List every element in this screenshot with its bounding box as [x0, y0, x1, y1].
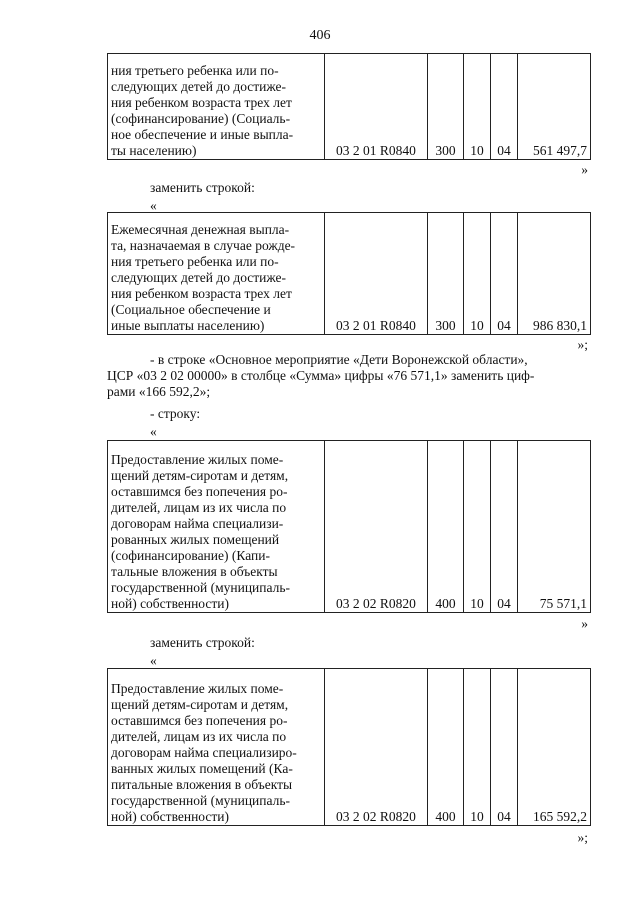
name-line: государственной (муниципаль- — [111, 580, 291, 595]
name-line: оставшимся без попечения ро- — [111, 713, 288, 728]
sum-cell: 986 830,1 — [518, 213, 591, 335]
table-row — [108, 669, 591, 826]
name-line: дителей, лицам из их числа по — [111, 729, 287, 744]
close-quote-semicolon: »; — [577, 830, 588, 845]
expense-name-cell — [108, 441, 325, 613]
replace-label: заменить строкой: — [150, 635, 255, 650]
name-line: следующих детей до достиже- — [111, 79, 287, 94]
expense-name-cell — [108, 54, 325, 160]
table-row — [108, 213, 591, 335]
name-line: та, назначаемая в случае рожде- — [111, 238, 296, 253]
paragraph-line: ЦСР «03 2 02 00000» в столбце «Сумма» цифры «76 571,1» заменить циф- — [107, 368, 535, 383]
name-line: щений детям-сиротам и детям, — [111, 697, 289, 712]
rz-code-cell: 10 — [464, 441, 491, 613]
replace-label: заменить строкой: — [150, 180, 255, 195]
name-line: (Социальное обеспечение и — [111, 302, 271, 317]
name-line: ное обеспечение и иные выпла- — [111, 127, 294, 142]
csr-code-cell: 03 2 02 R0820 — [325, 441, 428, 613]
close-quote: » — [581, 162, 588, 177]
name-line: Предоставление жилых поме- — [111, 452, 284, 467]
amendment-paragraph — [107, 352, 590, 400]
name-line: договорам найма специализи- — [111, 516, 284, 531]
row-intro-label: - строку: — [150, 406, 201, 421]
table-row — [108, 54, 591, 160]
vr-code-cell: 400 — [428, 441, 464, 613]
sum-cell: 561 497,7 — [518, 54, 591, 160]
name-line: ния ребенком возраста трех лет — [111, 95, 292, 110]
name-line: ния ребенком возраста трех лет — [111, 286, 292, 301]
paragraph-line: рами «166 592,2»; — [107, 384, 211, 399]
name-line: ной) собственности) — [111, 809, 230, 824]
name-line: питальные вложения в объекты — [111, 777, 293, 792]
name-line: тальные вложения в объекты — [111, 564, 278, 579]
name-line: щений детям-сиротам и детям, — [111, 468, 289, 483]
name-line: (софинансирование) (Капи- — [111, 548, 270, 563]
name-line: Предоставление жилых поме- — [111, 681, 284, 696]
paragraph-line: - в строке «Основное мероприятие «Дети Воронежской области», — [150, 352, 528, 367]
rz-code-cell: 10 — [464, 213, 491, 335]
csr-code-cell: 03 2 01 R0840 — [325, 54, 428, 160]
name-line: договорам найма специализиро- — [111, 745, 297, 760]
open-quote: « — [150, 198, 157, 213]
name-line: рованных жилых помещений — [111, 532, 280, 547]
table-row — [108, 441, 591, 613]
budget-table-3 — [107, 440, 591, 613]
name-line: государственной (муниципаль- — [111, 793, 291, 808]
vr-code-cell: 400 — [428, 669, 464, 826]
sum-cell: 75 571,1 — [518, 441, 591, 613]
budget-table-4 — [107, 668, 591, 826]
expense-name-cell — [108, 669, 325, 826]
name-line: ной) собственности) — [111, 596, 230, 611]
name-line: ты населению) — [111, 143, 197, 158]
open-quote: « — [150, 653, 157, 668]
name-line: Ежемесячная денежная выпла- — [111, 222, 290, 237]
name-line: оставшимся без попечения ро- — [111, 484, 288, 499]
rz-code-cell: 10 — [464, 54, 491, 160]
sum-cell: 165 592,2 — [518, 669, 591, 826]
pr-code-cell: 04 — [491, 54, 518, 160]
name-line: ния третьего ребенка или по- — [111, 63, 279, 78]
csr-code-cell: 03 2 01 R0840 — [325, 213, 428, 335]
vr-code-cell: 300 — [428, 213, 464, 335]
close-quote: » — [581, 616, 588, 631]
close-quote-semicolon: »; — [577, 337, 588, 352]
page-number: 406 — [309, 28, 331, 43]
name-line: дителей, лицам из их числа по — [111, 500, 287, 515]
budget-table-1 — [107, 53, 591, 160]
name-line: (софинансирование) (Социаль- — [111, 111, 291, 126]
name-line: ния третьего ребенка или по- — [111, 254, 279, 269]
csr-code-cell: 03 2 02 R0820 — [325, 669, 428, 826]
name-line: следующих детей до достиже- — [111, 270, 287, 285]
rz-code-cell: 10 — [464, 669, 491, 826]
open-quote: « — [150, 424, 157, 439]
pr-code-cell: 04 — [491, 669, 518, 826]
budget-table-2 — [107, 212, 591, 335]
pr-code-cell: 04 — [491, 213, 518, 335]
name-line: ванных жилых помещений (Ка- — [111, 761, 293, 776]
name-line: иные выплаты населению) — [111, 318, 265, 333]
expense-name-cell — [108, 213, 325, 335]
vr-code-cell: 300 — [428, 54, 464, 160]
pr-code-cell: 04 — [491, 441, 518, 613]
